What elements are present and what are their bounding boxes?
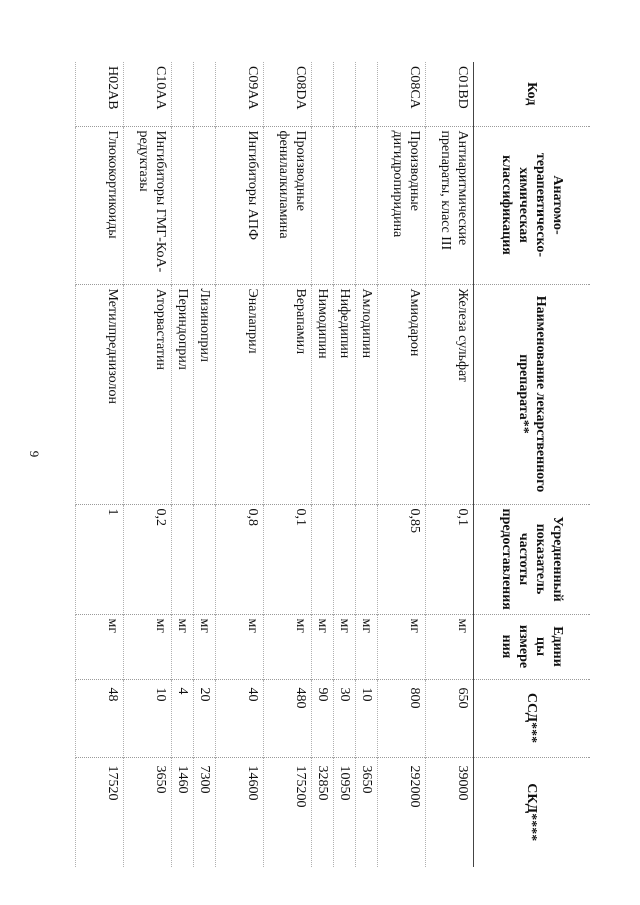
- cell-drug: Нифедипин: [334, 284, 356, 504]
- cell-units: мг: [356, 614, 378, 679]
- table-row: [216, 62, 264, 867]
- cell-code: C08DA: [264, 62, 312, 126]
- cell-units: мг: [378, 614, 426, 679]
- cell-frequency: 1: [76, 504, 124, 614]
- cell-units: мг: [76, 614, 124, 679]
- header-frequency: Усредненный показатель частоты предоставления: [474, 504, 591, 614]
- cell-units: мг: [216, 614, 264, 679]
- cell-ssd: 48: [76, 679, 124, 757]
- cell-ssd: 480: [264, 679, 312, 757]
- rotated-table-container: [105, 62, 590, 867]
- cell-drug: Нимодипин: [312, 284, 334, 504]
- cell-ssd: 10: [356, 679, 378, 757]
- cell-code: [312, 62, 334, 126]
- cell-units: мг: [264, 614, 312, 679]
- page-number: 9: [27, 450, 42, 458]
- cell-skd: 17520: [76, 757, 124, 867]
- cell-code: C10AA: [124, 62, 172, 126]
- cell-drug: Железа сульфат: [426, 284, 474, 504]
- table-row: [264, 62, 312, 867]
- cell-frequency: [172, 504, 194, 614]
- table-row: [426, 62, 474, 867]
- header-units: Едини цы измере ния: [474, 614, 591, 679]
- cell-atc: Производные дигидропиридина: [378, 126, 426, 284]
- cell-atc: [194, 126, 216, 284]
- cell-skd: 292000: [378, 757, 426, 867]
- cell-ssd: 90: [312, 679, 334, 757]
- cell-frequency: 0,1: [264, 504, 312, 614]
- header-ssd: ССД***: [474, 679, 591, 757]
- cell-units: мг: [312, 614, 334, 679]
- cell-code: C09AA: [216, 62, 264, 126]
- cell-atc: Антиаритмические препараты, класс III: [426, 126, 474, 284]
- cell-ssd: 4: [172, 679, 194, 757]
- cell-code: [194, 62, 216, 126]
- cell-frequency: [334, 504, 356, 614]
- table-row: [76, 62, 124, 867]
- table-row: [124, 62, 172, 867]
- cell-drug: Амиодарон: [378, 284, 426, 504]
- table-row: [356, 62, 378, 867]
- cell-frequency: 0,85: [378, 504, 426, 614]
- cell-frequency: [194, 504, 216, 614]
- cell-skd: 3650: [356, 757, 378, 867]
- header-skd: СКД****: [474, 757, 591, 867]
- cell-skd: 10950: [334, 757, 356, 867]
- cell-atc: [356, 126, 378, 284]
- cell-ssd: 650: [426, 679, 474, 757]
- cell-drug: Эналаприл: [216, 284, 264, 504]
- cell-frequency: [312, 504, 334, 614]
- table-row: [194, 62, 216, 867]
- cell-code: [334, 62, 356, 126]
- table-row: [334, 62, 356, 867]
- cell-units: мг: [124, 614, 172, 679]
- cell-code: H02AB: [76, 62, 124, 126]
- header-row: [474, 62, 591, 867]
- cell-units: мг: [194, 614, 216, 679]
- cell-skd: 1460: [172, 757, 194, 867]
- cell-units: мг: [334, 614, 356, 679]
- header-drug: Наименование лекарственного препарата**: [474, 284, 591, 504]
- cell-atc: Ингибиторы АПФ: [216, 126, 264, 284]
- cell-ssd: 30: [334, 679, 356, 757]
- cell-frequency: 0,1: [426, 504, 474, 614]
- cell-drug: Метилпреднизолон: [76, 284, 124, 504]
- cell-code: [356, 62, 378, 126]
- cell-skd: 3650: [124, 757, 172, 867]
- cell-drug: Верапамил: [264, 284, 312, 504]
- cell-skd: 32850: [312, 757, 334, 867]
- cell-skd: 7300: [194, 757, 216, 867]
- cell-code: [172, 62, 194, 126]
- cell-skd: 14600: [216, 757, 264, 867]
- cell-atc: Ингибиторы ГМГ-КоА-редуктазы: [124, 126, 172, 284]
- cell-code: C08CA: [378, 62, 426, 126]
- cell-atc: [334, 126, 356, 284]
- cell-drug: Лизиноприл: [194, 284, 216, 504]
- cell-ssd: 20: [194, 679, 216, 757]
- cell-atc: [172, 126, 194, 284]
- cell-ssd: 40: [216, 679, 264, 757]
- cell-units: мг: [426, 614, 474, 679]
- cell-drug: Амлодипин: [356, 284, 378, 504]
- cell-ssd: 800: [378, 679, 426, 757]
- table-row: [312, 62, 334, 867]
- cell-drug: Аторвастатин: [124, 284, 172, 504]
- table-row: [172, 62, 194, 867]
- cell-units: мг: [172, 614, 194, 679]
- cell-frequency: 0,8: [216, 504, 264, 614]
- cell-atc: Производные фенилалкиламина: [264, 126, 312, 284]
- cell-atc: [312, 126, 334, 284]
- cell-skd: 175200: [264, 757, 312, 867]
- header-code: Код: [474, 62, 591, 126]
- cell-skd: 39000: [426, 757, 474, 867]
- cell-frequency: [356, 504, 378, 614]
- drug-table: [75, 62, 590, 867]
- table-row: [378, 62, 426, 867]
- cell-drug: Периндоприл: [172, 284, 194, 504]
- cell-frequency: 0,2: [124, 504, 172, 614]
- cell-code: C01BD: [426, 62, 474, 126]
- cell-ssd: 10: [124, 679, 172, 757]
- cell-atc: Глюкокортикоиды: [76, 126, 124, 284]
- header-atc: Анатомо-терапевтическо-химическая классификация: [474, 126, 591, 284]
